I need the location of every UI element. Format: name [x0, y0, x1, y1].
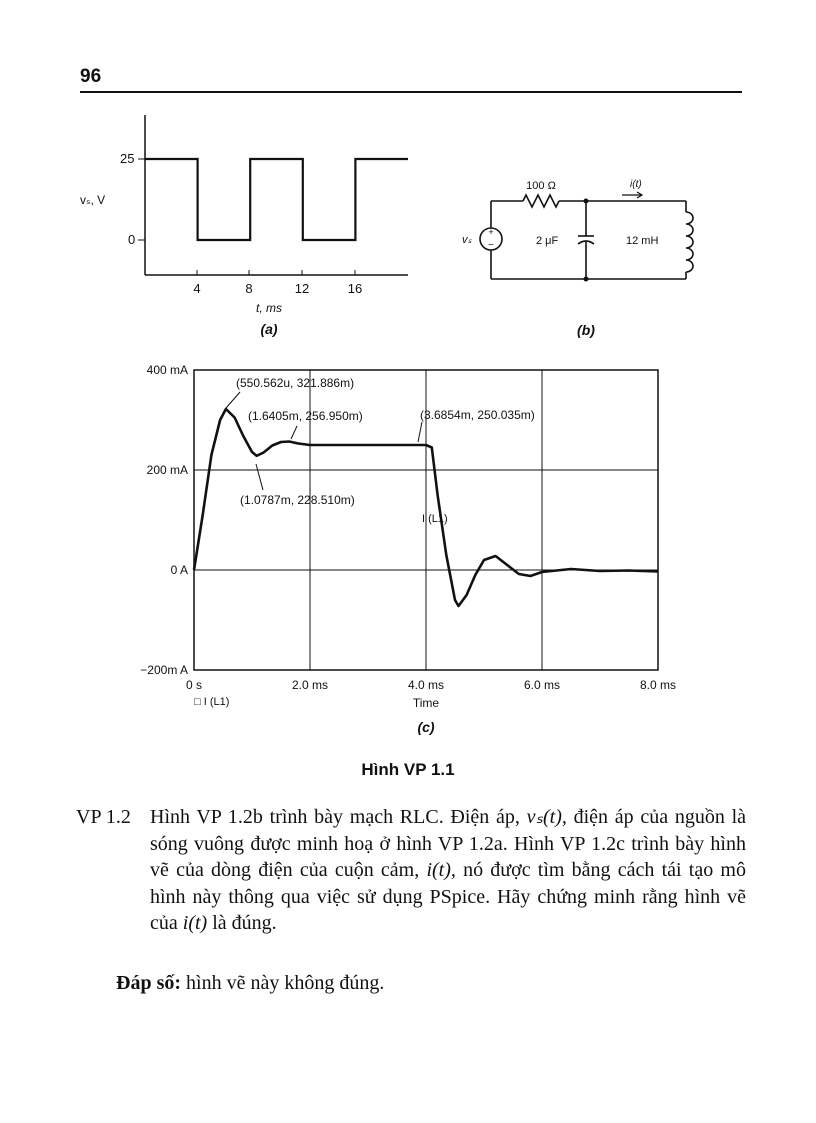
problem-var-vs: vₛ(t), — [526, 806, 567, 828]
problem-text — [150, 804, 746, 937]
problem-text-3: nó được tìm bằng cách tái tạo mô hình này thông qua việc sử dụng PSpice. Hãy chứng minh rằng hình vẽ của — [150, 859, 746, 934]
square-wave-trace — [145, 159, 408, 240]
resistor-label: 100 Ω — [526, 180, 556, 192]
problem-text-2: điện áp của nguồn là sóng vuông được minh hoạ ở hình VP 1.2a. Hình VP 1.2c trình bày hình vẽ của dòng điện của cuộn cảm, — [150, 806, 747, 881]
source-plus-icon: + — [488, 227, 494, 237]
xtick-label-6: 6.0 ms — [523, 678, 561, 692]
problem-block — [76, 804, 746, 937]
problem-text-4: là đúng. — [207, 912, 277, 934]
xtick-label-4: 4.0 ms — [407, 678, 445, 692]
xtick-label-0: 0 s — [185, 678, 203, 692]
annotation-trough: (1.0787m, 228.510m) — [240, 493, 355, 507]
problem-number: VP 1.2 — [76, 806, 131, 828]
figure-a-square-wave — [80, 110, 420, 342]
ann-pointer-2 — [291, 426, 297, 439]
ytick-label-neg200: −200m A — [140, 663, 188, 677]
fig-c-label: (c) — [417, 719, 435, 735]
figure-caption: Hình VP 1.1 — [361, 760, 455, 779]
ann-pointer-3 — [418, 422, 422, 442]
fig-a-y-label: vₛ, V — [80, 193, 106, 207]
ytick-label-200: 200 mA — [146, 463, 188, 477]
fig-a-xtick-label-8: 8 — [245, 281, 253, 296]
answer-text: hình vẽ này không đúng. — [181, 972, 385, 994]
junction-top-dot — [584, 199, 589, 204]
figure-c-pspice-plot — [110, 360, 710, 740]
legend-label: □ I (L1) — [194, 696, 230, 708]
header-rule — [80, 91, 742, 93]
fig-b-label: (b) — [577, 322, 595, 338]
answer-label: Đáp số: — [116, 972, 182, 994]
figure-b-rlc-circuit — [448, 168, 748, 346]
page-number: 96 — [80, 66, 102, 87]
junction-bottom-dot — [584, 277, 589, 282]
problem-text-1: Hình VP 1.2b trình bày mạch RLC. Điện áp, — [150, 806, 527, 828]
ann-pointer-4 — [256, 464, 263, 490]
source-label: vₛ — [462, 234, 472, 246]
xtick-label-8: 8.0 ms — [639, 678, 677, 692]
xtick-label-2: 2.0 ms — [291, 678, 329, 692]
fig-a-label: (a) — [260, 321, 278, 337]
inductor-label: 12 mH — [626, 235, 659, 247]
ytick-label-400: 400 mA — [146, 363, 188, 377]
annotation-steady: (3.6854m, 250.035m) — [420, 408, 535, 422]
ann-pointer-1 — [226, 392, 240, 408]
fig-a-x-label: t, ms — [256, 301, 282, 315]
fig-a-ytick-label-25: 25 — [120, 151, 135, 166]
inductor-symbol — [686, 212, 693, 272]
problem-var-it-2: i(t) — [182, 912, 208, 934]
current-label: i(t) — [630, 179, 642, 190]
fig-a-xtick-label-4: 4 — [193, 281, 201, 296]
fig-a-xtick-label-12: 12 — [294, 281, 310, 296]
answer-line — [116, 972, 384, 995]
source-minus-icon: − — [488, 240, 494, 251]
resistor-symbol — [523, 195, 559, 207]
x-axis-label: Time — [412, 696, 440, 710]
annotation-peak: (550.562u, 321.886m) — [236, 376, 355, 390]
problem-var-it: i(t), — [426, 859, 456, 881]
ytick-label-0: 0 A — [170, 563, 188, 577]
trace-label: I (L1) — [422, 513, 448, 525]
annotation-second-peak: (1.6405m, 256.950m) — [248, 409, 363, 423]
capacitor-label: 2 μF — [536, 235, 559, 247]
fig-a-ytick-label-0: 0 — [128, 232, 136, 247]
fig-a-xtick-label-16: 16 — [347, 281, 363, 296]
